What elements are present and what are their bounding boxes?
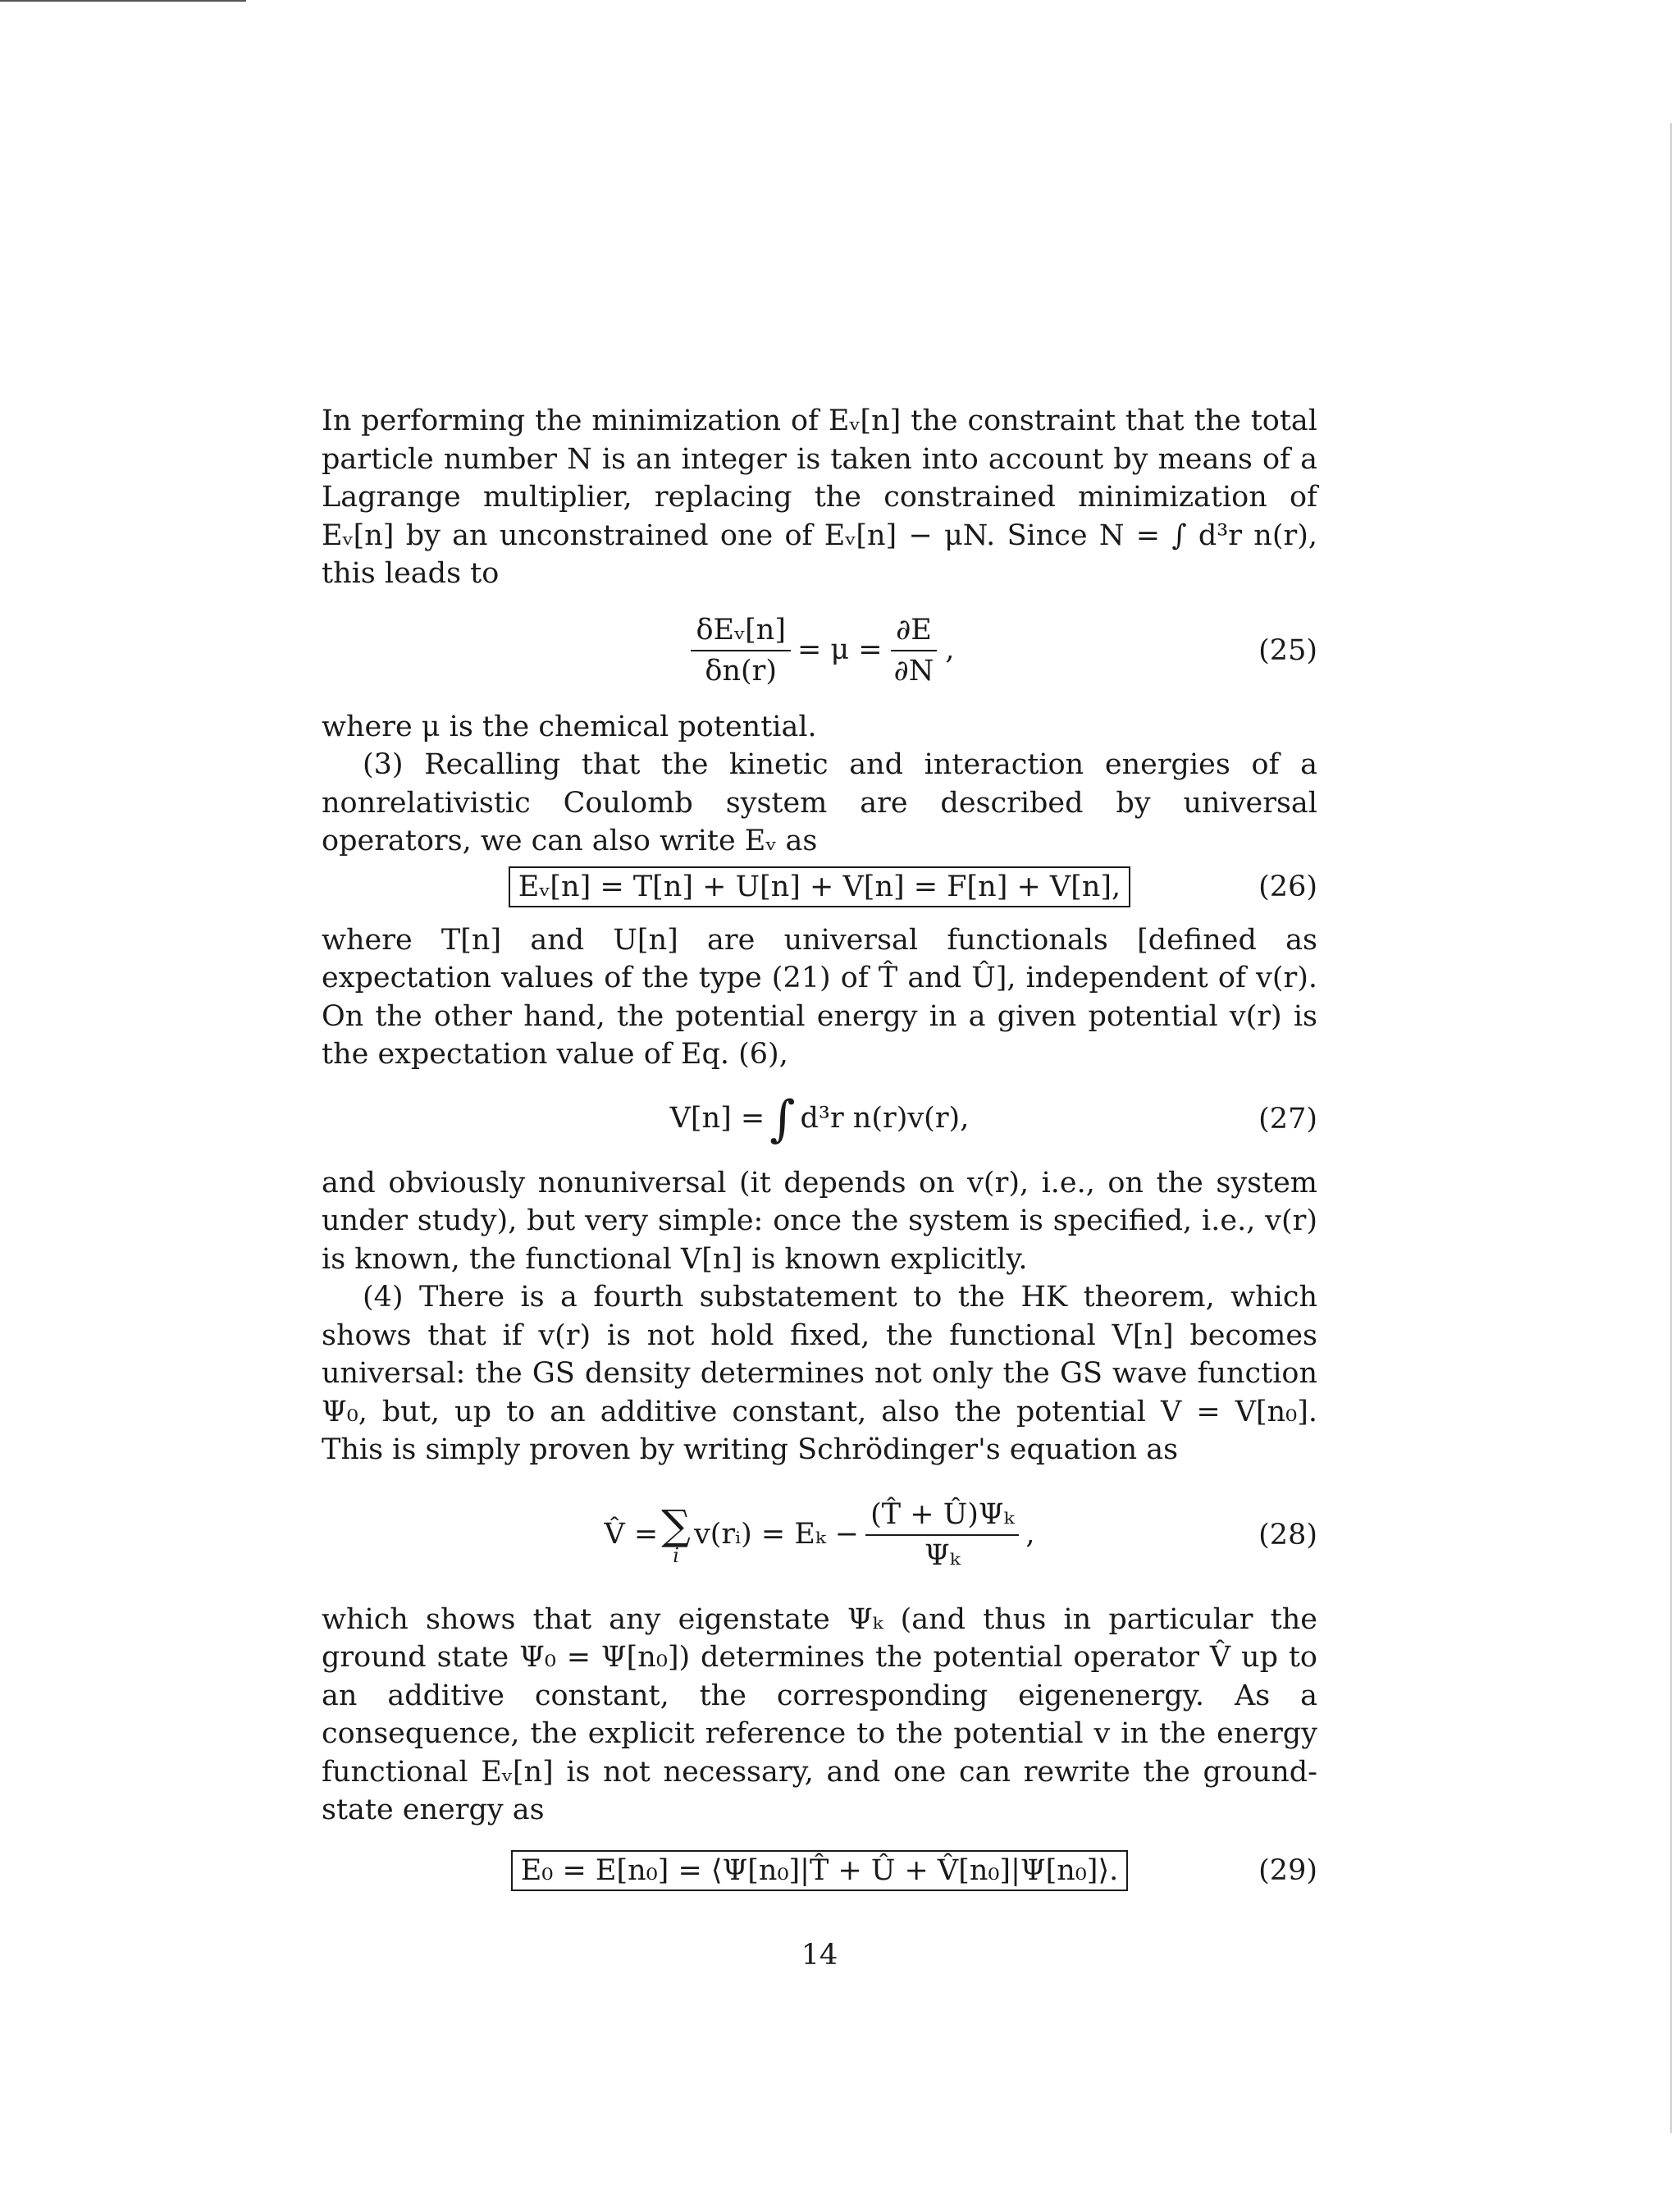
equation-28 — [322, 1469, 1317, 1601]
eq28-sum-sign: ∑ — [661, 1501, 691, 1549]
eq28-number: (28) — [1258, 1518, 1317, 1551]
eq27-lhs: V[n] = — [669, 1102, 765, 1136]
eq27-rhs: d³r n(r)v(r), — [800, 1102, 970, 1136]
paragraph-7: which shows that any eigenstate Ψₖ (and thus in particular the ground state Ψ₀ = Ψ[n₀]) determines the potential operator V̂ up to an additive constant, the corresponding eigenenergy. As a consequence, the explicit reference to the potential v in the energy functional Eᵥ[n] is not necessary, and one can rewrite the ground-state energy as — [322, 1602, 1317, 1826]
paragraph-3: (3) Recalling that the kinetic and interaction energies of a nonrelativistic Coulomb system are described by universal operators, we can also write Eᵥ as — [322, 748, 1317, 857]
paragraph-5: and obviously nonuniversal (it depends on v(r), i.e., on the system under study), but very simple: once the system is specified, i.e., v(r) is known, the functional V[n] is known explicitly. — [322, 1166, 1317, 1276]
eq28-denominator: Ψₖ — [924, 1538, 961, 1572]
eq28-sum-index: i — [673, 1543, 679, 1567]
eq25-number: (25) — [1258, 633, 1317, 667]
paragraph-6: (4) There is a fourth substatement to the HK theorem, which shows that if v(r) is not hold fixed, the functional V[n] becomes universal: the GS density determines not only the GS wave function Ψ₀, but, up to an additive constant, also the potential V = V[n₀]. This is simply proven by writing Schrödinger's equation as — [322, 1281, 1317, 1466]
eq25-rhs-fraction — [889, 612, 939, 689]
scan-top-line — [0, 0, 246, 2]
page-number: 14 — [801, 1938, 838, 1972]
equation-27 — [322, 1074, 1317, 1164]
eq25-lhs-denominator: δn(r) — [705, 654, 778, 688]
eq29-number: (29) — [1258, 1853, 1317, 1887]
eq25-lhs-fraction — [691, 612, 791, 689]
paragraph-4: where T[n] and U[n] are universal functionals [defined as expectation values of the type (21) of T̂ and Û], independent of v(r). On the other hand, the potential energy in a given potential v(r) is the expectation value of Eq. (6), — [322, 923, 1317, 1071]
eq29-boxed: E₀ = E[n₀] = ⟨Ψ[n₀]|T̂ + Û + V̂[n₀]|Ψ[n₀]⟩. — [511, 1850, 1129, 1891]
eq25-mid: = μ = — [797, 633, 883, 667]
eq26-boxed: Eᵥ[n] = T[n] + U[n] + V[n] = F[n] + V[n], — [509, 866, 1130, 907]
eq25-rhs-numerator: ∂E — [891, 612, 937, 651]
eq28-sum — [661, 1501, 691, 1567]
eq25-tail: , — [945, 633, 955, 667]
eq28-mid: v(rᵢ) = Eₖ − — [693, 1518, 860, 1551]
equation-29 — [322, 1830, 1317, 1912]
eq26-number: (26) — [1258, 870, 1317, 903]
eq28-fraction — [865, 1497, 1019, 1574]
paragraph-1: In performing the minimization of Eᵥ[n] the constraint that the total particle number N is an integer is taken into account by means of a Lagrange multiplier, replacing the constrained minimization of Eᵥ[n] by an unconstrained one of Eᵥ[n] − μN. Since N = ∫ d³r n(r), this leads to — [322, 404, 1317, 590]
eq28-tail: , — [1025, 1518, 1035, 1551]
equation-25 — [322, 593, 1317, 708]
scan-right-edge — [1670, 123, 1672, 2133]
eq25-rhs-denominator: ∂N — [893, 654, 934, 688]
eq27-integral-sign: ∫ — [769, 1090, 796, 1148]
equation-26 — [322, 861, 1317, 913]
page-body — [322, 402, 1317, 1974]
eq28-numerator: (T̂ + Û)Ψₖ — [865, 1497, 1019, 1536]
eq28-lhs: V̂ = — [604, 1518, 659, 1551]
paragraph-2: where μ is the chemical potential. — [322, 710, 817, 743]
eq25-lhs-numerator: δEᵥ[n] — [691, 612, 791, 651]
eq27-number: (27) — [1258, 1102, 1317, 1136]
